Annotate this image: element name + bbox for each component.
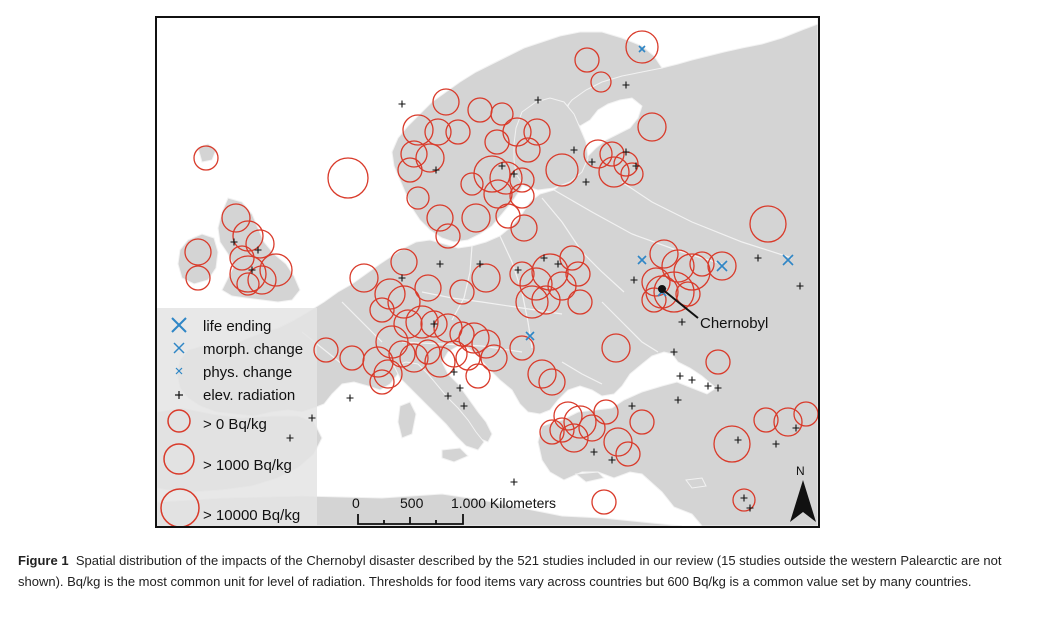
legend-gt10000-label: > 10000 Bq/kg xyxy=(203,507,301,524)
legend-life-ending-label: life ending xyxy=(203,318,272,335)
north-label: N xyxy=(796,464,805,478)
scale-tick-1000: 1.000 Kilometers xyxy=(451,495,557,511)
scale-tick-500: 500 xyxy=(400,495,424,511)
scale-tick-0: 0 xyxy=(352,495,360,511)
map-frame xyxy=(155,16,820,528)
europe-map xyxy=(157,18,818,526)
caption-label: Figure 1 xyxy=(18,553,69,568)
figure-caption xyxy=(18,551,1018,592)
chernobyl-label: Chernobyl xyxy=(700,315,769,332)
chernobyl-dot xyxy=(658,285,666,293)
legend-morph-change-label: morph. change xyxy=(203,341,304,358)
legend-phys-change-label: phys. change xyxy=(203,364,293,381)
legend-gt1000-label: > 1000 Bq/kg xyxy=(203,457,292,474)
legend-gt0-label: > 0 Bq/kg xyxy=(203,416,267,433)
caption-text: Spatial distribution of the impacts of the Chernobyl disaster described by the 521 studies included in our review (15 studies outside the western Palearctic are not shown). Bq/kg is the most common unit for level of radiation. Thresholds for food items vary across countries but 600 Bq/kg is a common value set by many countries. xyxy=(18,553,1002,589)
legend-elev-radiation-label: elev. radiation xyxy=(203,387,296,404)
